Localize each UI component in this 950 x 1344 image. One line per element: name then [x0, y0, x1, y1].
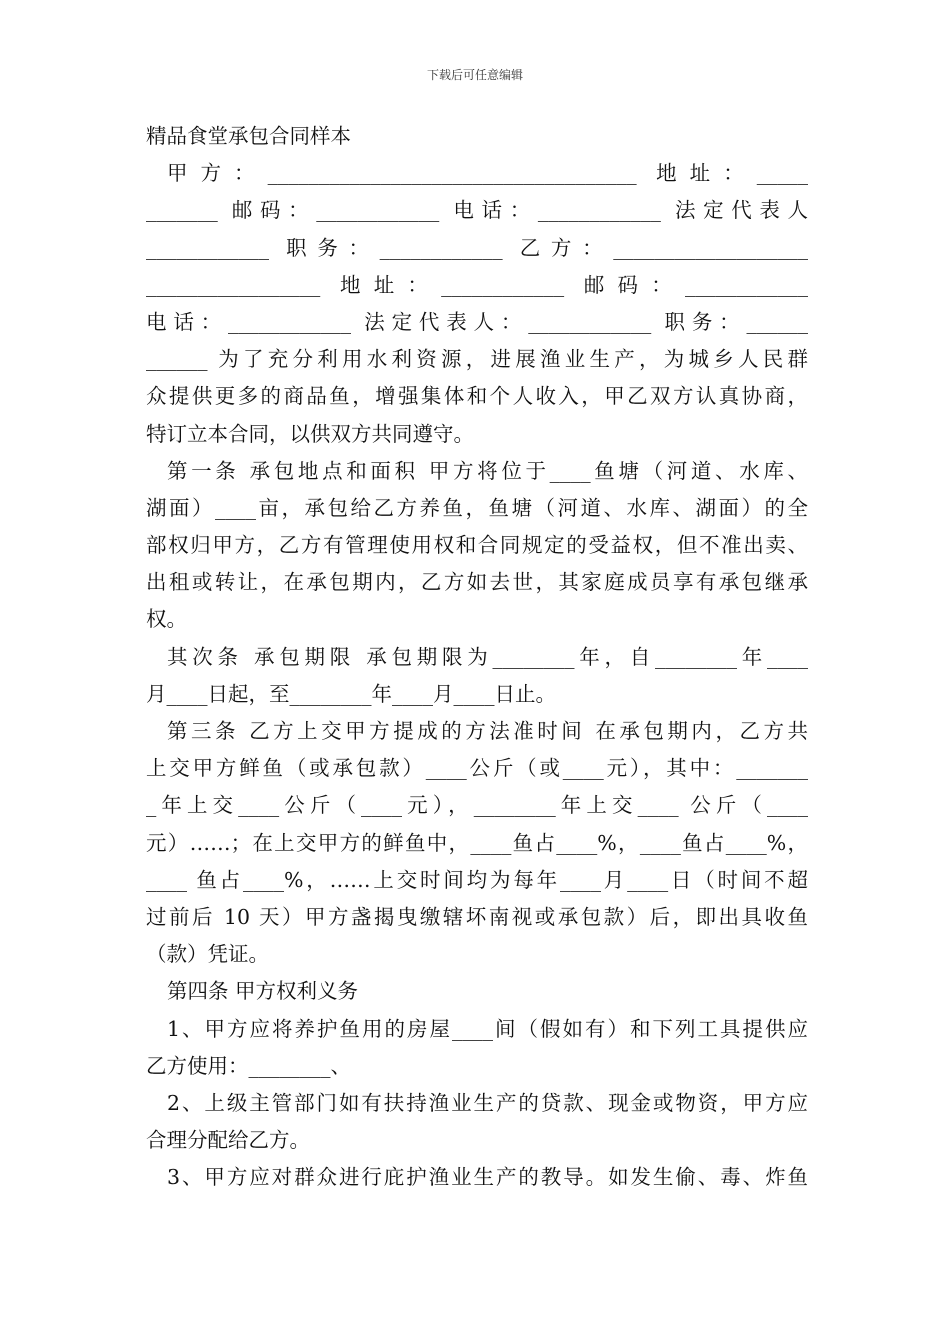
text-line: _______ 邮码：____________ 电话：____________ 法定代表人	[146, 198, 808, 223]
text-line: 月____日起，至________年____月____日止。	[146, 681, 556, 706]
header-note: 下载后可任意编辑	[426, 68, 523, 82]
text-line: 电话：____________ 法定代表人：____________ 职务：______	[146, 309, 808, 334]
text-line: 过前后 10 天）甲方盏揭曳缴辖坏南视或承包款）后，即出具收鱼	[146, 904, 808, 929]
text-line: 部权归甲方，乙方有管理使用权和合同规定的受益权，但不准出卖、	[146, 533, 808, 558]
text-line: 甲方：____________________________________ 地址：_____	[167, 161, 808, 186]
text-line: 第一条 承包地点和面积 甲方将位于____鱼塘（河道、水库、	[167, 458, 808, 483]
text-line: 湖面）____亩，承包给乙方养鱼，鱼塘（河道、水库、湖面）的全	[146, 495, 808, 520]
text-line: 乙方使用：________、	[146, 1053, 351, 1078]
text-line: 第四条 甲方权利义务	[167, 979, 359, 1004]
text-line: 上交甲方鲜鱼（或承包款）____公斤（或____元），其中：_______	[146, 756, 808, 781]
text-line: ____ 鱼占____%，……上交时间均为每年____月____日（时间不超	[146, 867, 808, 892]
text-line: 出租或转让，在承包期内，乙方如去世，其家庭成员享有承包继承	[146, 570, 808, 595]
text-line: 众提供更多的商品鱼，增强集体和个人收入，甲乙双方认真协商，	[146, 384, 808, 409]
contract-body	[146, 118, 808, 1196]
text-line: 第三条 乙方上交甲方提成的方法准时间 在承包期内，乙方共	[167, 719, 808, 743]
text-line: 权。	[146, 607, 187, 632]
text-line: 1、甲方应将养护鱼用的房屋____间（假如有）和下列工具提供应	[167, 1016, 808, 1041]
text-line: 3、甲方应对群众进行庇护渔业生产的教导。如发生偷、毒、炸鱼	[167, 1165, 808, 1190]
text-line: ____________ 职务：____________ 乙方：___________________	[146, 235, 808, 260]
text-line: 2、上级主管部门如有扶持渔业生产的贷款、现金或物资，甲方应	[167, 1090, 808, 1115]
text-line: （款）凭证。	[146, 942, 269, 967]
text-line: 合理分配给乙方。	[146, 1128, 310, 1153]
text-line: _________________ 地址：____________ 邮码：____________	[146, 272, 808, 297]
text-line: ______ 为了充分利用水利资源，进展渔业生产，为城乡人民群	[146, 347, 808, 372]
document-title: 精品食堂承包合同样本	[146, 124, 351, 148]
text-line: 其次条 承包期限 承包期限为________年，自________年____	[167, 644, 808, 669]
text-line: 元）……；在上交甲方的鲜鱼中，____鱼占____%，____鱼占____%，	[146, 830, 808, 855]
text-line: 特订立本合同，以供双方共同遵守。	[146, 421, 474, 446]
text-line: _年上交____公斤（____元），________年上交____ 公斤（____	[146, 793, 808, 818]
